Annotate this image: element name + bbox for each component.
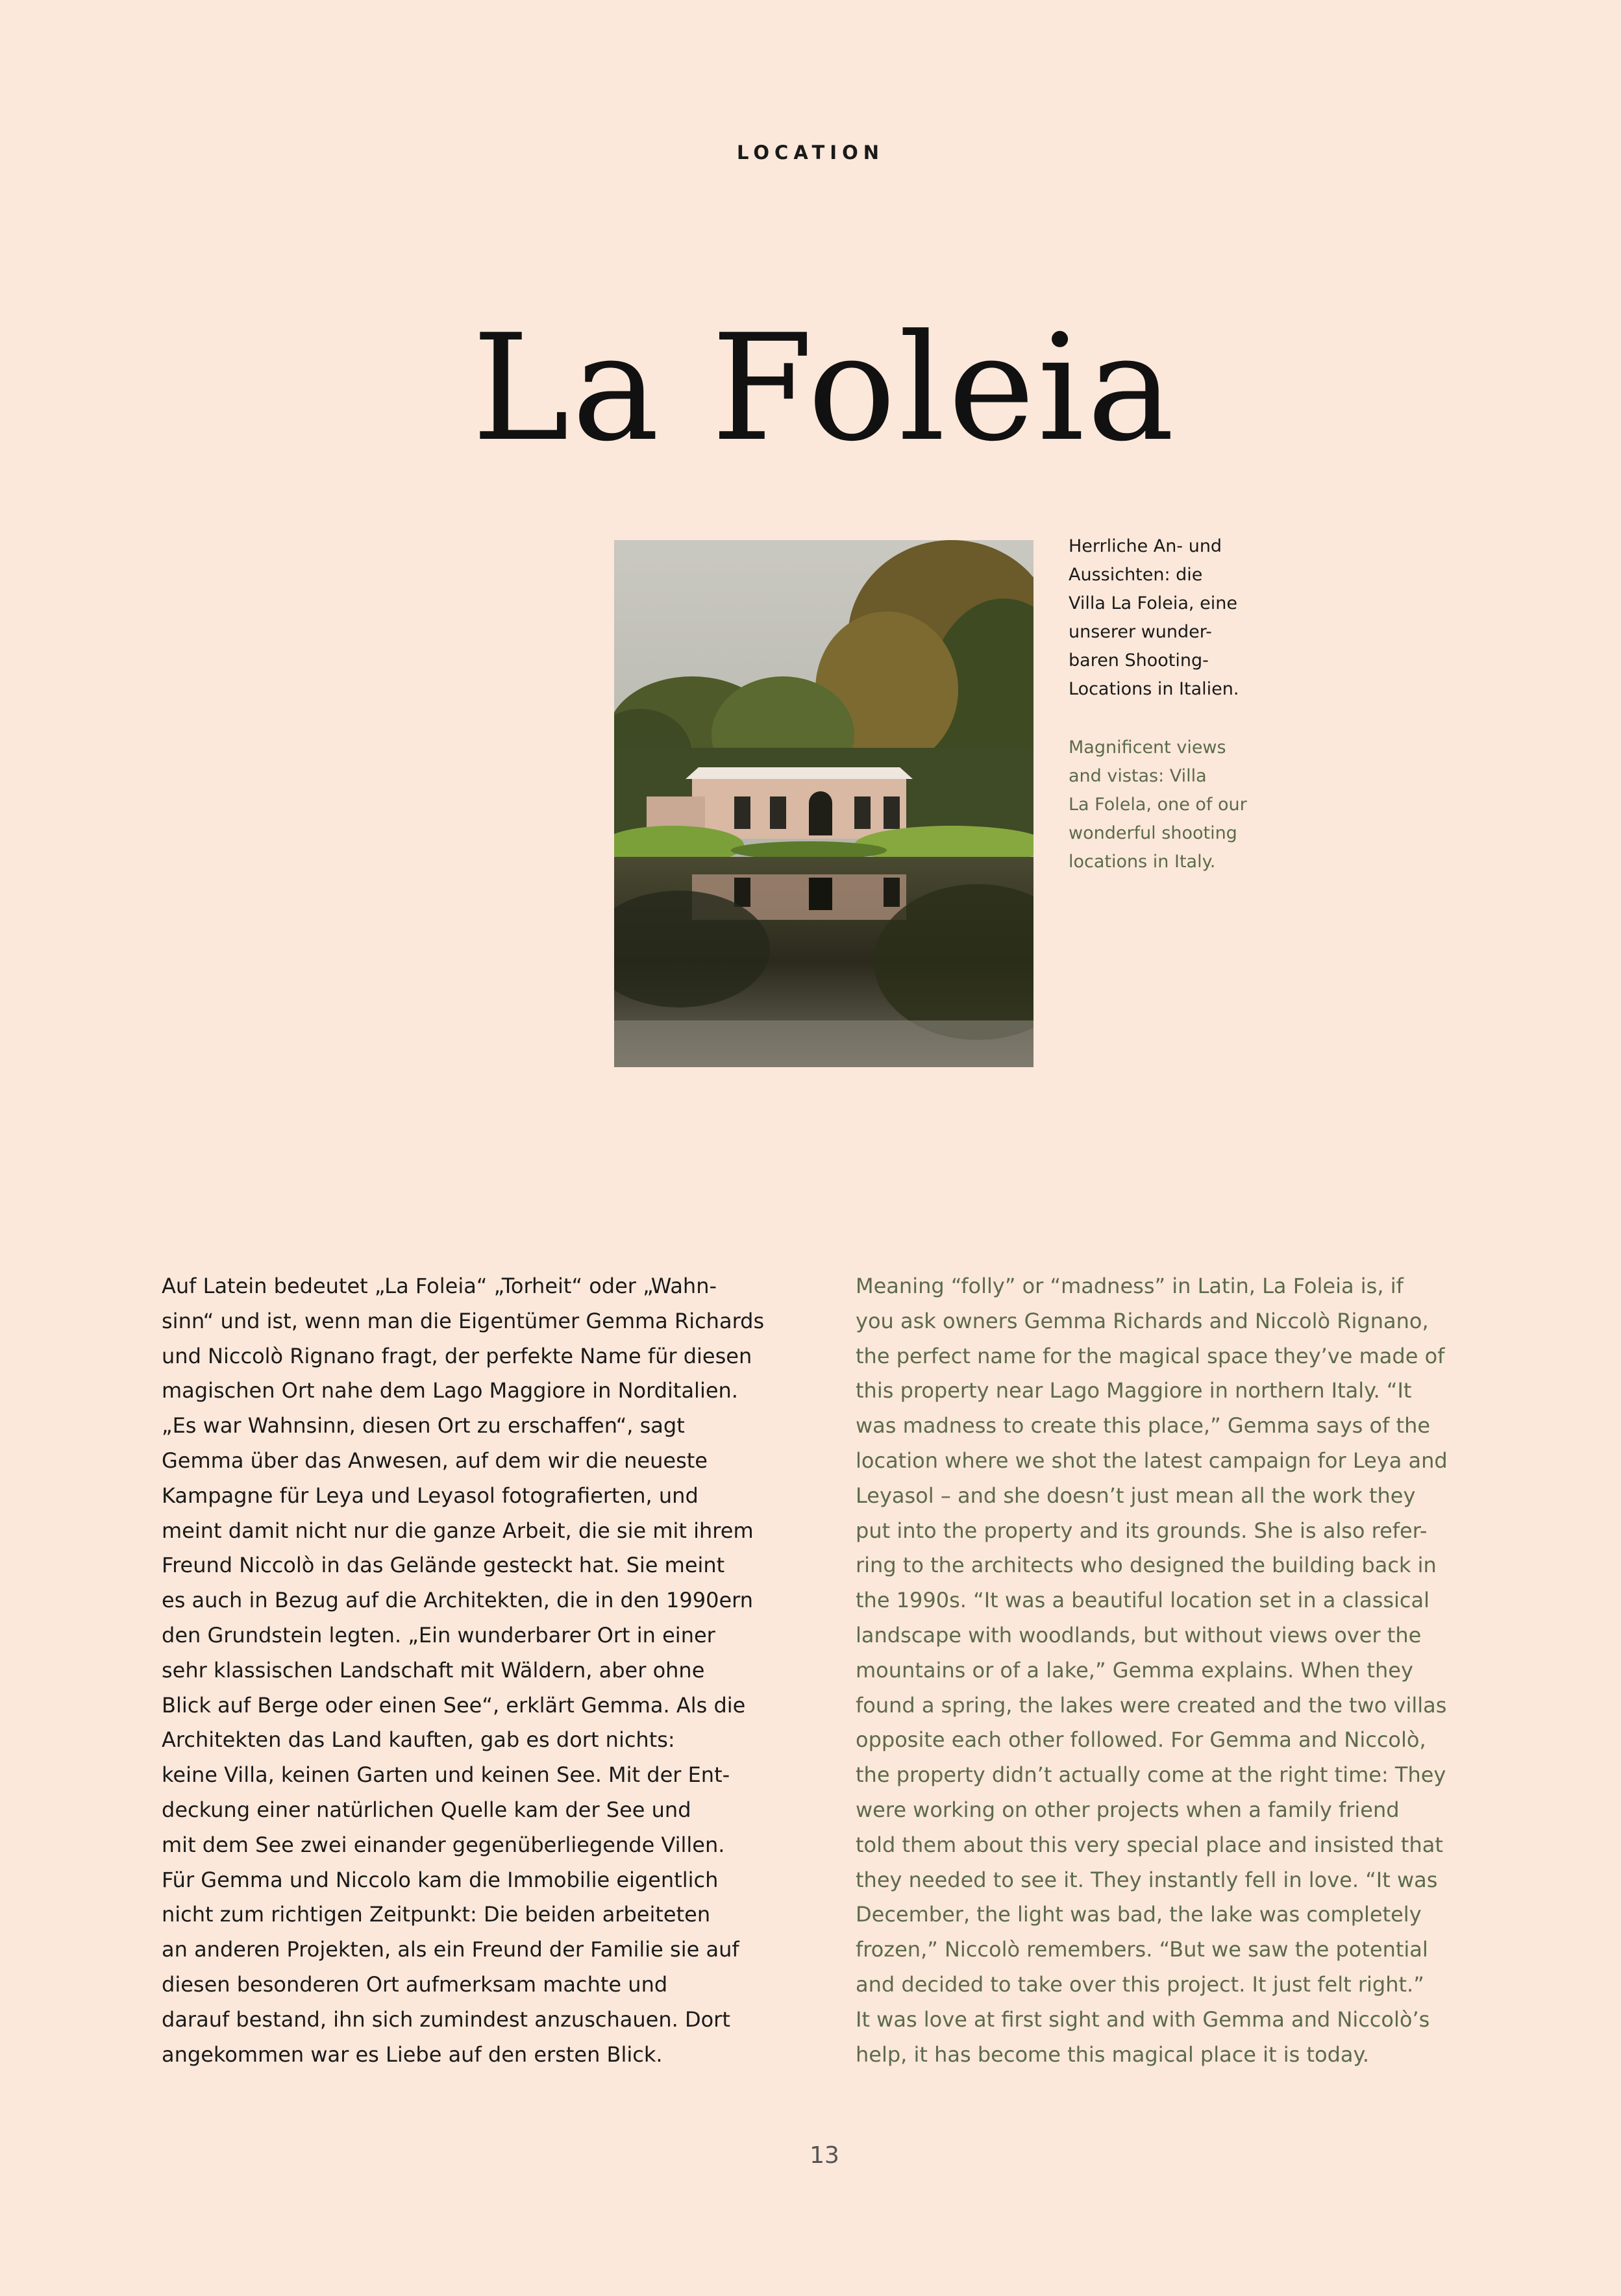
body-line: this property near Lago Maggiore in northern Italy. “It — [856, 1378, 1412, 1403]
body-line: the perfect name for the magical space they’ve made of — [856, 1343, 1445, 1368]
body-line: Meaning “folly” or “madness” in Latin, La Foleia is, if — [856, 1274, 1404, 1298]
body-line: they needed to see it. They instantly fell in love. “It was — [856, 1867, 1438, 1892]
body-line: ring to the architects who designed the building back in — [856, 1553, 1437, 1578]
body-line: Architekten das Land kauften, gab es dort nichts: — [162, 1727, 675, 1753]
body-line: It was love at first sight and with Gemma and Niccolò’s — [856, 2006, 1430, 2032]
body-line: opposite each other followed. For Gemma and Niccolò, — [856, 1727, 1426, 1753]
body-line: diesen besonderen Ort aufmerksam machte und — [162, 1971, 668, 1997]
caption-line: Villa La Foleia, eine — [1069, 593, 1237, 613]
body-line: the property didn’t actually come at the right time: They — [856, 1762, 1446, 1788]
body-line: Für Gemma und Niccolo kam die Immobilie eigentlich — [162, 1867, 719, 1892]
body-line: Blick auf Berge oder einen See“, erklärt Gemma. Als die — [162, 1692, 746, 1718]
body-line: und Niccolò Rignano fragt, der perfekte Name für diesen — [162, 1343, 752, 1368]
body-line: Kampagne für Leya und Leyasol fotografierten, und — [162, 1483, 699, 1508]
villa-lake-photo — [614, 540, 1033, 1067]
caption-english — [1069, 734, 1263, 876]
body-line: sinn“ und ist, wenn man die Eigentümer Gemma Richards — [162, 1308, 765, 1333]
body-line: deckung einer natürlichen Quelle kam der See und — [162, 1797, 691, 1822]
body-line: magischen Ort nahe dem Lago Maggiore in Norditalien. — [162, 1378, 738, 1403]
body-line: put into the property and its grounds. She is also refer- — [856, 1518, 1428, 1543]
caption-line: Locations in Italien. — [1069, 679, 1239, 699]
body-line: an anderen Projekten, als ein Freund der Familie sie auf — [162, 1937, 739, 1962]
caption-german — [1069, 532, 1263, 704]
body-line: meint damit nicht nur die ganze Arbeit, die sie mit ihrem — [162, 1518, 754, 1543]
caption-line: unserer wunder- — [1069, 622, 1212, 642]
body-line: keine Villa, keinen Garten und keinen See. Mit der Ent- — [162, 1762, 730, 1788]
body-line: you ask owners Gemma Richards and Niccolò Rignano, — [856, 1308, 1429, 1333]
body-line: and decided to take over this project. It just felt right.” — [856, 1971, 1424, 1997]
caption-line: baren Shooting- — [1069, 650, 1209, 671]
body-line: December, the light was bad, the lake was completely — [856, 1902, 1422, 1927]
caption-line: and vistas: Villa — [1069, 766, 1207, 786]
body-line: were working on other projects when a family friend — [856, 1797, 1400, 1822]
body-line: angekommen war es Liebe auf den ersten Blick. — [162, 2042, 663, 2067]
caption-line: Herrliche An- und — [1069, 536, 1222, 556]
caption-line: La Folela, one of our — [1069, 795, 1247, 815]
body-line: landscape with woodlands, but without views over the — [856, 1622, 1422, 1648]
body-line: nicht zum richtigen Zeitpunkt: Die beiden arbeiteten — [162, 1902, 711, 1927]
body-column-german — [162, 1269, 876, 2072]
caption-line: wonderful shooting — [1069, 823, 1237, 843]
body-column-english — [856, 1269, 1570, 2072]
body-line: Gemma über das Anwesen, auf dem wir die neueste — [162, 1448, 708, 1473]
body-line: darauf bestand, ihn sich zumindest anzuschauen. Dort — [162, 2006, 730, 2032]
body-line: found a spring, the lakes were created and the two villas — [856, 1692, 1447, 1718]
body-line: Auf Latein bedeutet „La Foleia“ „Torheit“ oder „Wahn- — [162, 1274, 717, 1298]
body-line: the 1990s. “It was a beautiful location set in a classical — [856, 1588, 1429, 1613]
body-line: mountains or of a lake,” Gemma explains. When they — [856, 1657, 1413, 1683]
body-line: mit dem See zwei einander gegenüberliegende Villen. — [162, 1832, 725, 1857]
body-line: told them about this very special place and insisted that — [856, 1832, 1443, 1857]
body-line: help, it has become this magical place it is today. — [856, 2042, 1370, 2067]
body-line: frozen,” Niccolò remembers. “But we saw the potential — [856, 1937, 1428, 1962]
body-line: sehr klassischen Landschaft mit Wäldern, aber ohne — [162, 1657, 705, 1683]
caption-line: Aussichten: die — [1069, 565, 1203, 585]
body-line: location where we shot the latest campaign for Leya and — [856, 1448, 1448, 1473]
body-line: den Grundstein legten. „Ein wunderbarer Ort in einer — [162, 1622, 715, 1648]
caption-line: locations in Italy. — [1069, 852, 1216, 872]
body-line: „Es war Wahnsinn, diesen Ort zu erschaffen“, sagt — [162, 1413, 685, 1438]
body-line: es auch in Bezug auf die Architekten, die in den 1990ern — [162, 1588, 753, 1613]
section-kicker: LOCATION — [736, 142, 885, 164]
page-number: 13 — [810, 2142, 839, 2169]
body-line: Leyasol – and she doesn’t just mean all the work they — [856, 1483, 1416, 1508]
body-line: Freund Niccolò in das Gelände gesteckt hat. Sie meint — [162, 1553, 725, 1578]
caption-line: Magnificent views — [1069, 737, 1226, 758]
page-title: La Foleia — [471, 303, 1178, 475]
body-line: was madness to create this place,” Gemma says of the — [856, 1413, 1431, 1438]
